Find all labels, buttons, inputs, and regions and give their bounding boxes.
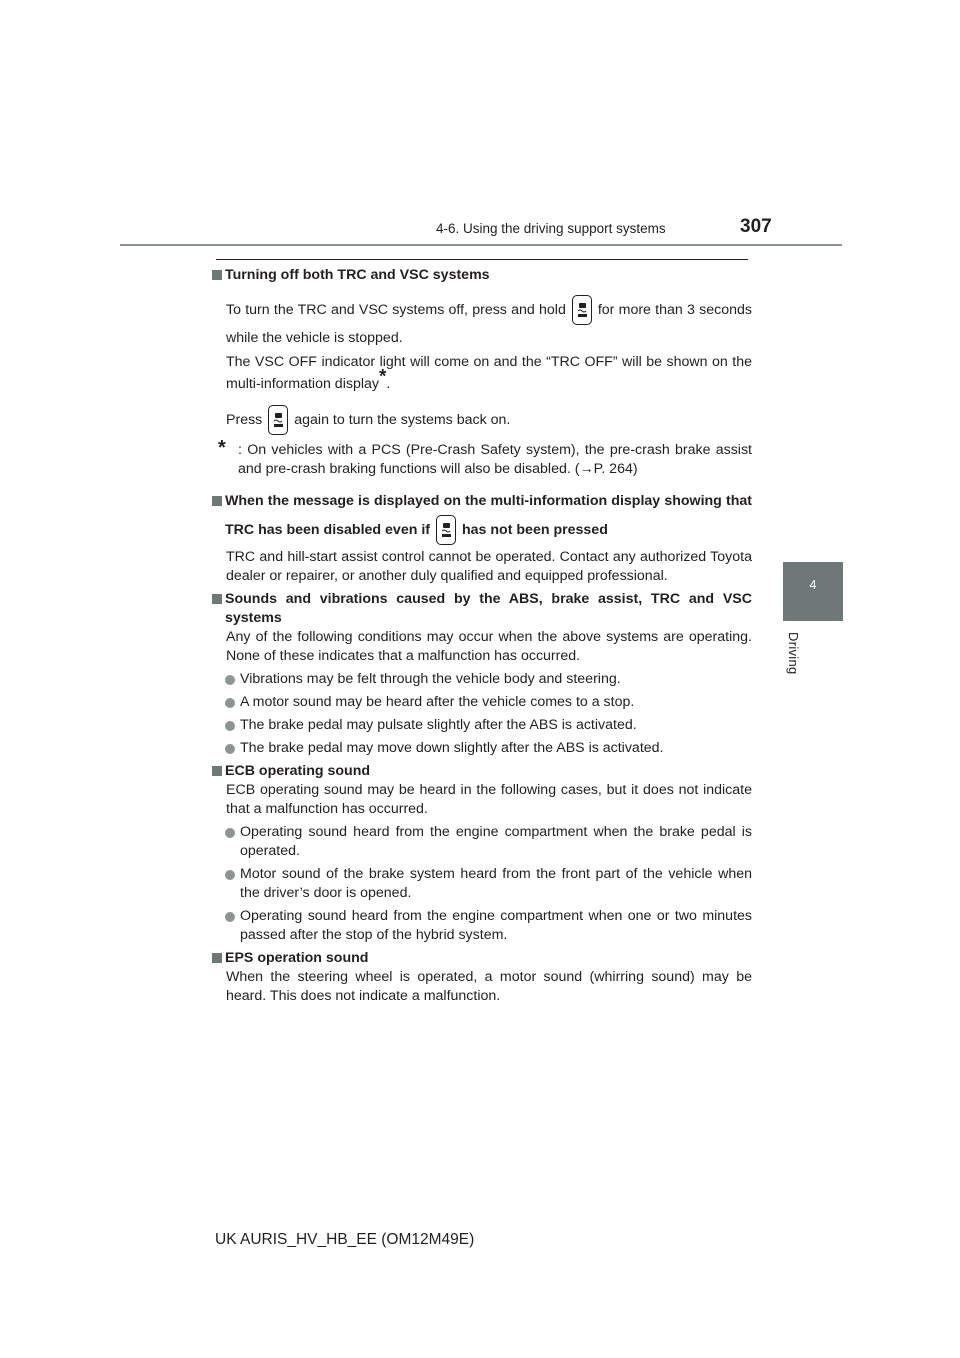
bullet-dot-icon (225, 828, 235, 838)
heading-square-icon (212, 594, 222, 604)
section-heading-trc-vsc-off: Turning off both TRC and VSC systems (212, 266, 752, 285)
content-top-divider (216, 259, 748, 260)
page-content (212, 266, 752, 1006)
bullet-dot-icon (225, 744, 235, 754)
header-section-title: 4-6. Using the driving support systems (436, 221, 666, 236)
vsc-off-switch-icon (436, 515, 456, 545)
section-heading-sounds-vibrations: Sounds and vibrations caused by the ABS, brake assist, TRC and VSC systems (212, 590, 752, 628)
list-item: Vibrations may be felt through the vehicle body and steering. (212, 670, 752, 689)
footnote: * : On vehicles with a PCS (Pre-Crash Safety system), the pre-crash brake assist and pre-crash braking functions will also be disabled. (→P. 264) (218, 437, 752, 477)
footnote-marker: * (218, 437, 226, 459)
list-item: The brake pedal may move down slightly after the ABS is activated. (212, 739, 752, 758)
paragraph: Press again to turn the systems back on. (212, 405, 752, 435)
bullet-dot-icon (225, 912, 235, 922)
section-heading-trc-disabled-message: When the message is displayed on the multi-information display showing that TRC has been disabled even if has not been pressed (212, 488, 752, 545)
paragraph: To turn the TRC and VSC systems off, press and hold for more than 3 seconds while the vehicle is stopped. (212, 295, 752, 351)
section-heading-ecb-sound: ECB operating sound (212, 762, 752, 781)
heading-square-icon (212, 496, 222, 506)
list-item: Operating sound heard from the engine compartment when one or two minutes passed after the stop of the hybrid system. (212, 907, 752, 945)
list-item: Motor sound of the brake system heard from the front part of the vehicle when the driver’s door is opened. (212, 865, 752, 903)
paragraph: ECB operating sound may be heard in the following cases, but it does not indicate that a malfunction has occurred. (226, 782, 752, 817)
heading-square-icon (212, 270, 222, 280)
chapter-label-text: Driving (786, 632, 801, 675)
paragraph: Any of the following conditions may occur when the above systems are operating. None of these indicates that a malfunction has occurred. (226, 629, 752, 664)
bullet-dot-icon (225, 870, 235, 880)
paragraph: TRC and hill-start assist control cannot be operated. Contact any authorized Toyota dealer or repairer, or another duly qualified and equipped professional. (226, 549, 752, 584)
list-item: The brake pedal may pulsate slightly after the ABS is activated. (212, 716, 752, 735)
vsc-off-switch-icon (572, 295, 592, 325)
list-item: Operating sound heard from the engine compartment when the brake pedal is operated. (212, 823, 752, 861)
vsc-off-switch-icon (268, 405, 288, 435)
bullet-dot-icon (225, 698, 235, 708)
chapter-label (786, 632, 804, 692)
heading-square-icon (212, 766, 222, 776)
section-heading-eps-sound: EPS operation sound (212, 949, 752, 968)
paragraph: When the steering wheel is operated, a motor sound (whirring sound) may be heard. This does not indicate a malfunction. (226, 969, 752, 1004)
header-divider (120, 244, 842, 246)
paragraph: The VSC OFF indicator light will come on and the “TRC OFF” will be shown on the multi-information display*. (226, 354, 752, 392)
heading-square-icon (212, 953, 222, 963)
page-number: 307 (740, 216, 772, 237)
bullet-dot-icon (225, 675, 235, 685)
chapter-tab-number: 4 (809, 578, 817, 592)
document-id: UK AURIS_HV_HB_EE (OM12M49E) (215, 1231, 475, 1248)
list-item: A motor sound may be heard after the vehicle comes to a stop. (212, 693, 752, 712)
bullet-dot-icon (225, 721, 235, 731)
chapter-tab (783, 562, 843, 621)
